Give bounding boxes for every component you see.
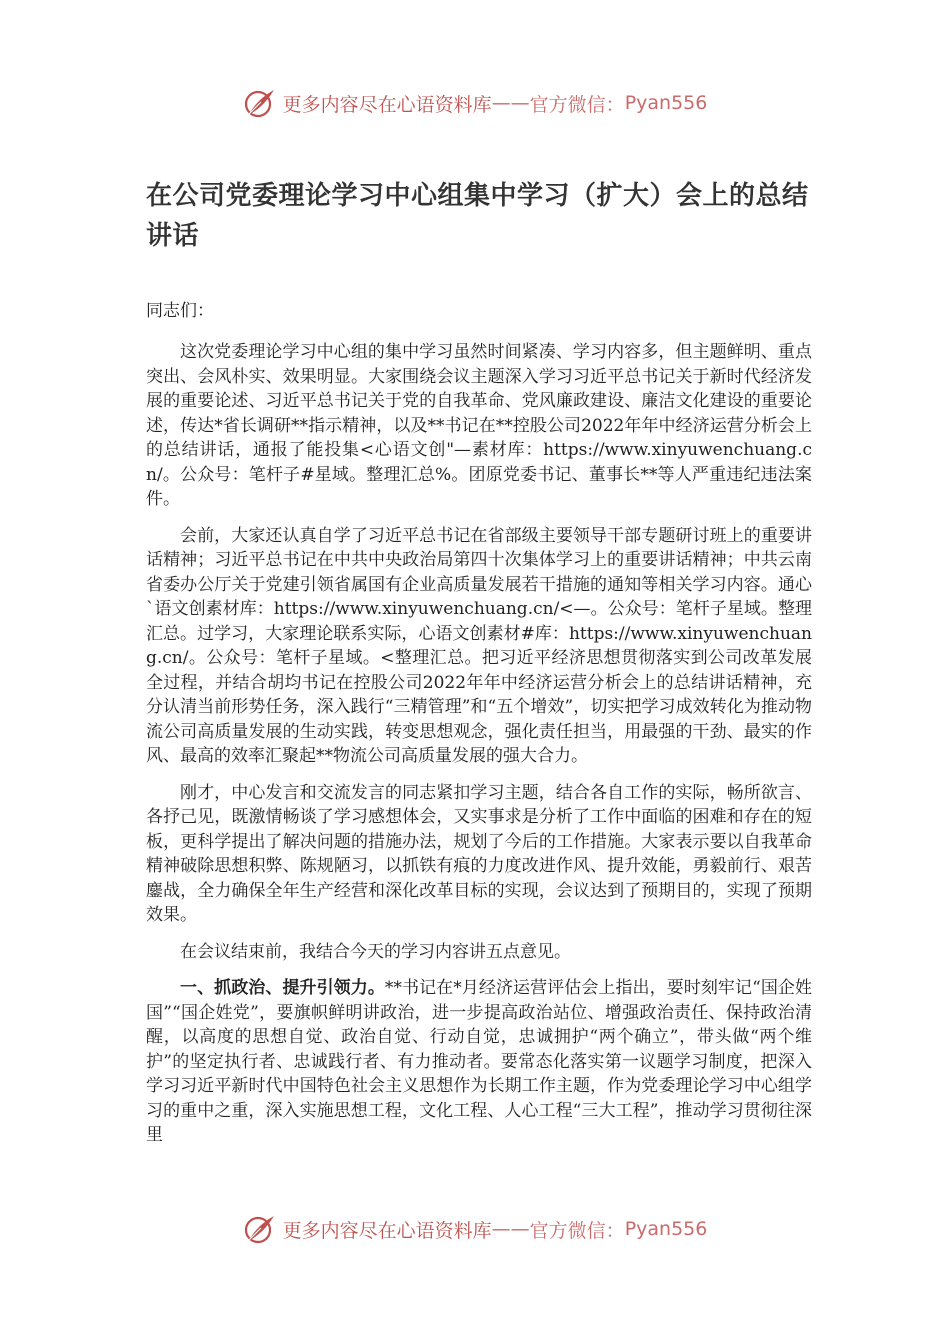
section-heading: 一、抓政治、提升引领力。: [180, 978, 385, 998]
banner-wechat-label: 官方微信：: [529, 1219, 625, 1242]
banner-main-text: 更多内容尽在心语资料库: [282, 1219, 492, 1242]
footer-banner: [0, 1212, 950, 1246]
document-body: [146, 176, 812, 1148]
banner-dash: ——: [491, 92, 530, 114]
greeting: 同志们：: [146, 301, 214, 321]
banner-main-text: 更多内容尽在心语资料库: [282, 93, 492, 116]
feather-quill-icon: [243, 86, 277, 120]
banner-wechat-id: Pyan556: [624, 1218, 708, 1240]
paragraph-text: 会前，大家还认真自学了习近平总书记在省部级主要领导干部专题研讨班上的重要讲话精神；习近平总书记在中共中央政治局第四十次集体学习上的重要讲话精神；中共云南省委办公厅关于党建引领省属国有企业高质量发展若干措施的通知等相关学习内容。通心`语文创素材库：https://www.xinyuwenchuang.cn/<—。公众号：笔杆子星域。整理汇总。过学习，大家理论联系实际，心语文创素材#库：https://www.xinyuwenchuang.cn/。公众号：笔杆子星域。<整理汇总。把习近平经济思想贯彻落实到公司改革发展全过程，并结合胡均书记在控股公司2022年年中经济运营分析会上的总结讲话精神，充分认清当前形势任务，深入践行“三精管理”和“五个增效”，切实把学习成效转化为推动物流公司高质量发展的生动实践，转变思想观念，强化责任担当，用最强的干劲、最实的作风、最高的效率汇聚起**物流公司高质量发展的强大合力。: [146, 525, 812, 766]
paragraph-text: 在会议结束前，我结合今天的学习内容讲五点意见。: [180, 941, 571, 962]
paragraph: [146, 940, 812, 965]
paragraph-text: 刚才，中心发言和交流发言的同志紧扣学习主题，结合各自工作的实际，畅所欲言、各抒己见，既激情畅谈了学习感想体会，又实事求是分析了工作中面临的困难和存在的短板，更科学提出了解决问题的措施办法，规划了今后的工作措施。大家表示要以自我革命精神破除思想积弊、陈规陋习，以抓铁有痕的力度改进作风、提升效能，勇毅前行、艰苦鏖战，全力确保全年生产经营和深化改革目标的实现，会议达到了预期目的，实现了预期效果。: [146, 782, 812, 925]
paragraph-text: **书记在*月经济运营评估会上指出，要时刻牢记“国企姓国”“国企姓党”，要旗帜鲜明讲政治，进一步提高政治站位、增强政治责任、保持政治清醒，以高度的思想自觉、政治自觉、行动自觉，忠诚拥护“两个确立”，带头做“两个维护”的坚定执行者、忠诚践行者、有力推动者。要常态化落实第一议题学习制度，把深入学习习近平新时代中国特色社会主义思想作为长期工作主题，作为党委理论学习中心组学习的重中之重，深入实施思想工程，文化工程、人心工程“三大工程”，推动学习贯彻往深里: [146, 978, 813, 1145]
document-title: 在公司党委理论学习中心组集中学习（扩大）会上的总结讲话: [146, 181, 809, 251]
banner-wechat-id: Pyan556: [624, 92, 708, 114]
paragraph: [146, 781, 812, 928]
feather-quill-icon: [243, 1212, 277, 1246]
paragraph-text: 这次党委理论学习中心组的集中学习虽然时间紧凑、学习内容多，但主题鲜明、重点突出、会风朴实、效果明显。大家围绕会议主题深入学习习近平总书记关于新时代经济发展的重要论述、习近平总书记关于党的自我革命、党风廉政建设、廉洁文化建设的重要论述，传达*省长调研**指示精神，以及**书记在**控股公司2022年年中经济运营分析会上的总结讲话，通报了能投集<心语文创"—素材库：https://www.xinyuwenchuang.cn/。公众号：笔杆子#星域。整理汇总%。团原党委书记、董事长**等人严重违纪违法案件。: [146, 342, 812, 509]
header-banner: [0, 86, 950, 120]
paragraph: [146, 524, 812, 769]
banner-dash: ——: [491, 1218, 530, 1240]
paragraph: [146, 340, 812, 512]
banner-wechat-label: 官方微信：: [529, 93, 625, 116]
paragraph: [146, 976, 812, 1148]
